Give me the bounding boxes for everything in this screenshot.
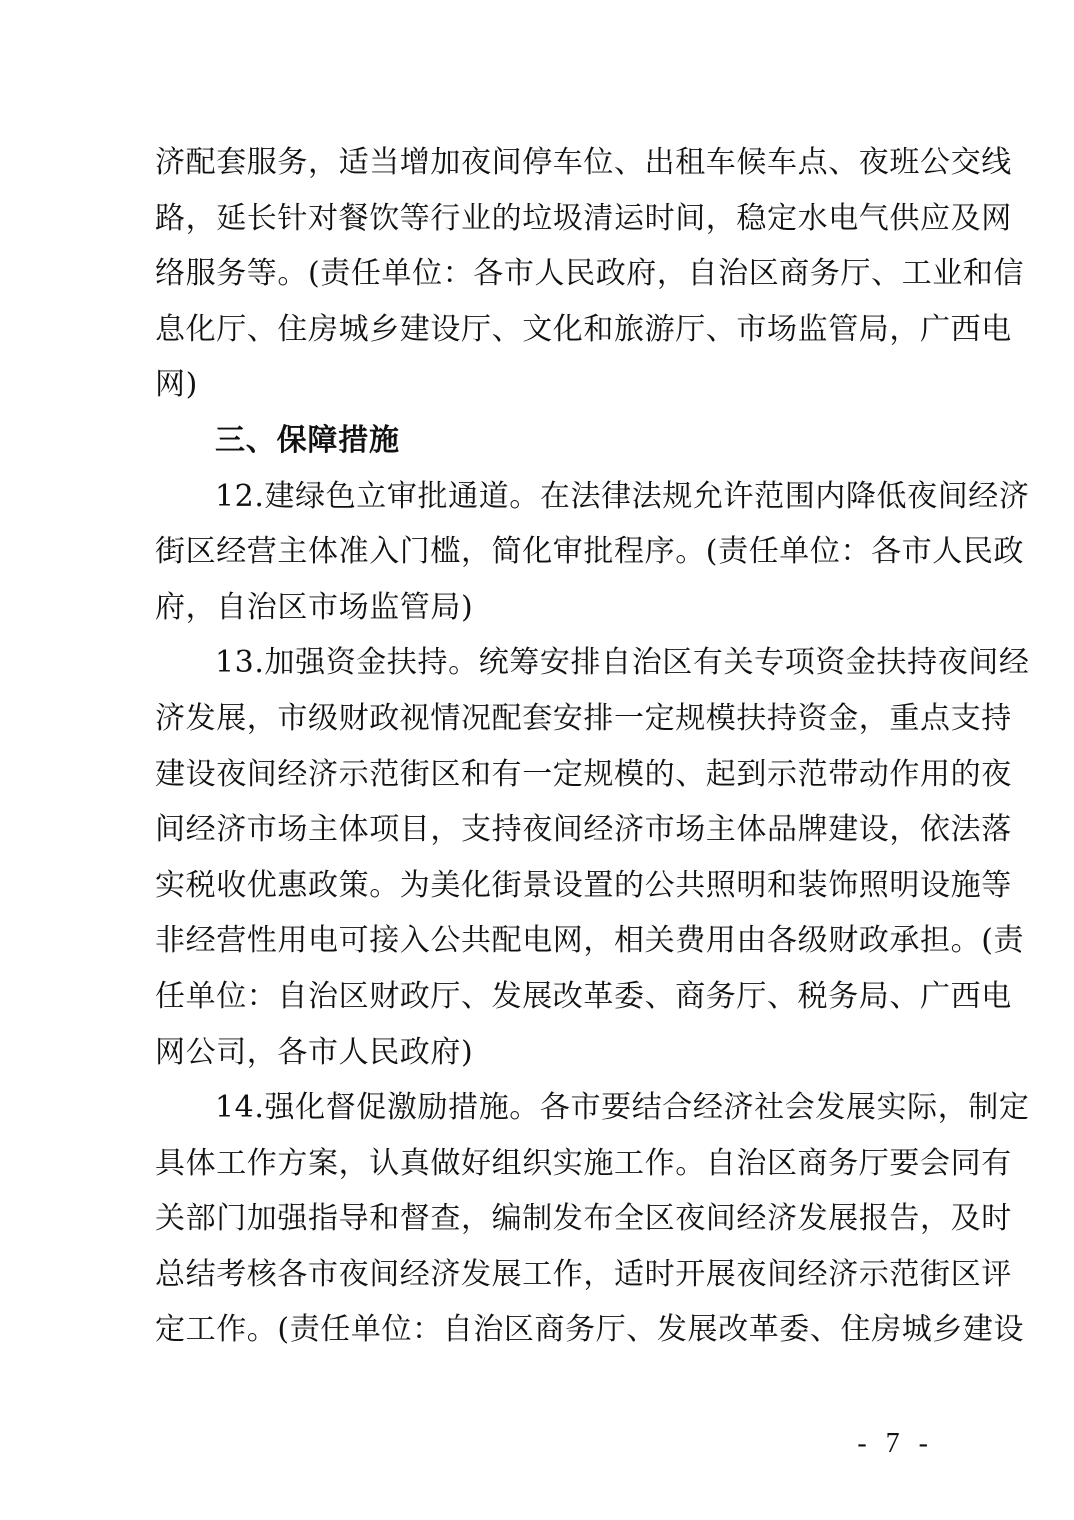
item-12-first-line: 12.建绿色立审批通道。在法律法规允许范围内降低夜间经济	[215, 478, 1030, 514]
text-line: 济发展，市级财政视情况配套安排一定规模扶持资金，重点支持	[155, 700, 1012, 736]
page-number: - 7 -	[857, 1428, 934, 1459]
text-line: 路，延长针对餐饮等行业的垃圾清运时间，稳定水电气供应及网	[155, 200, 1012, 236]
text-line: 总结考核各市夜间经济发展工作，适时开展夜间经济示范街区评	[155, 1256, 1012, 1292]
text-line: 息化厅、住房城乡建设厅、文化和旅游厅、市场监管局，广西电	[155, 311, 1012, 347]
text-line: 实税收优惠政策。为美化街景设置的公共照明和装饰照明设施等	[155, 867, 1012, 903]
text-line: 关部门加强指导和督查，编制发布全区夜间经济发展报告，及时	[155, 1201, 1012, 1237]
text-line: 任单位：自治区财政厅、发展改革委、商务厅、税务局、广西电	[155, 978, 1012, 1014]
section-heading: 三、保障措施	[215, 422, 400, 458]
body-text	[155, 135, 1030, 1358]
text-line: 济配套服务，适当增加夜间停车位、出租车候车点、夜班公交线	[155, 145, 1012, 180]
text-line: 络服务等。(责任单位：各市人民政府，自治区商务厅、工业和信	[155, 256, 1025, 292]
text-line: 定工作。(责任单位：自治区商务厅、发展改革委、住房城乡建设	[155, 1312, 1025, 1348]
item-13-first-line: 13.加强资金扶持。统筹安排自治区有关专项资金扶持夜间经	[215, 645, 1030, 681]
text-line: 非经营性用电可接入公共配电网，相关费用由各级财政承担。(责	[155, 923, 1025, 959]
text-line: 府，自治区市场监管局)	[155, 589, 474, 625]
text-line: 间经济市场主体项目，支持夜间经济市场主体品牌建设，依法落	[155, 812, 1012, 848]
text-line: 街区经营主体准入门槛，简化审批程序。(责任单位：各市人民政	[155, 534, 1025, 570]
text-line: 网公司，各市人民政府)	[155, 1034, 474, 1070]
text-line: 网)	[155, 367, 198, 403]
item-14-first-line: 14.强化督促激励措施。各市要结合经济社会发展实际，制定	[215, 1090, 1030, 1126]
text-line: 具体工作方案，认真做好组织实施工作。自治区商务厅要会同有	[155, 1145, 1012, 1181]
text-line: 建设夜间经济示范街区和有一定规模的、起到示范带动作用的夜	[155, 756, 1012, 792]
